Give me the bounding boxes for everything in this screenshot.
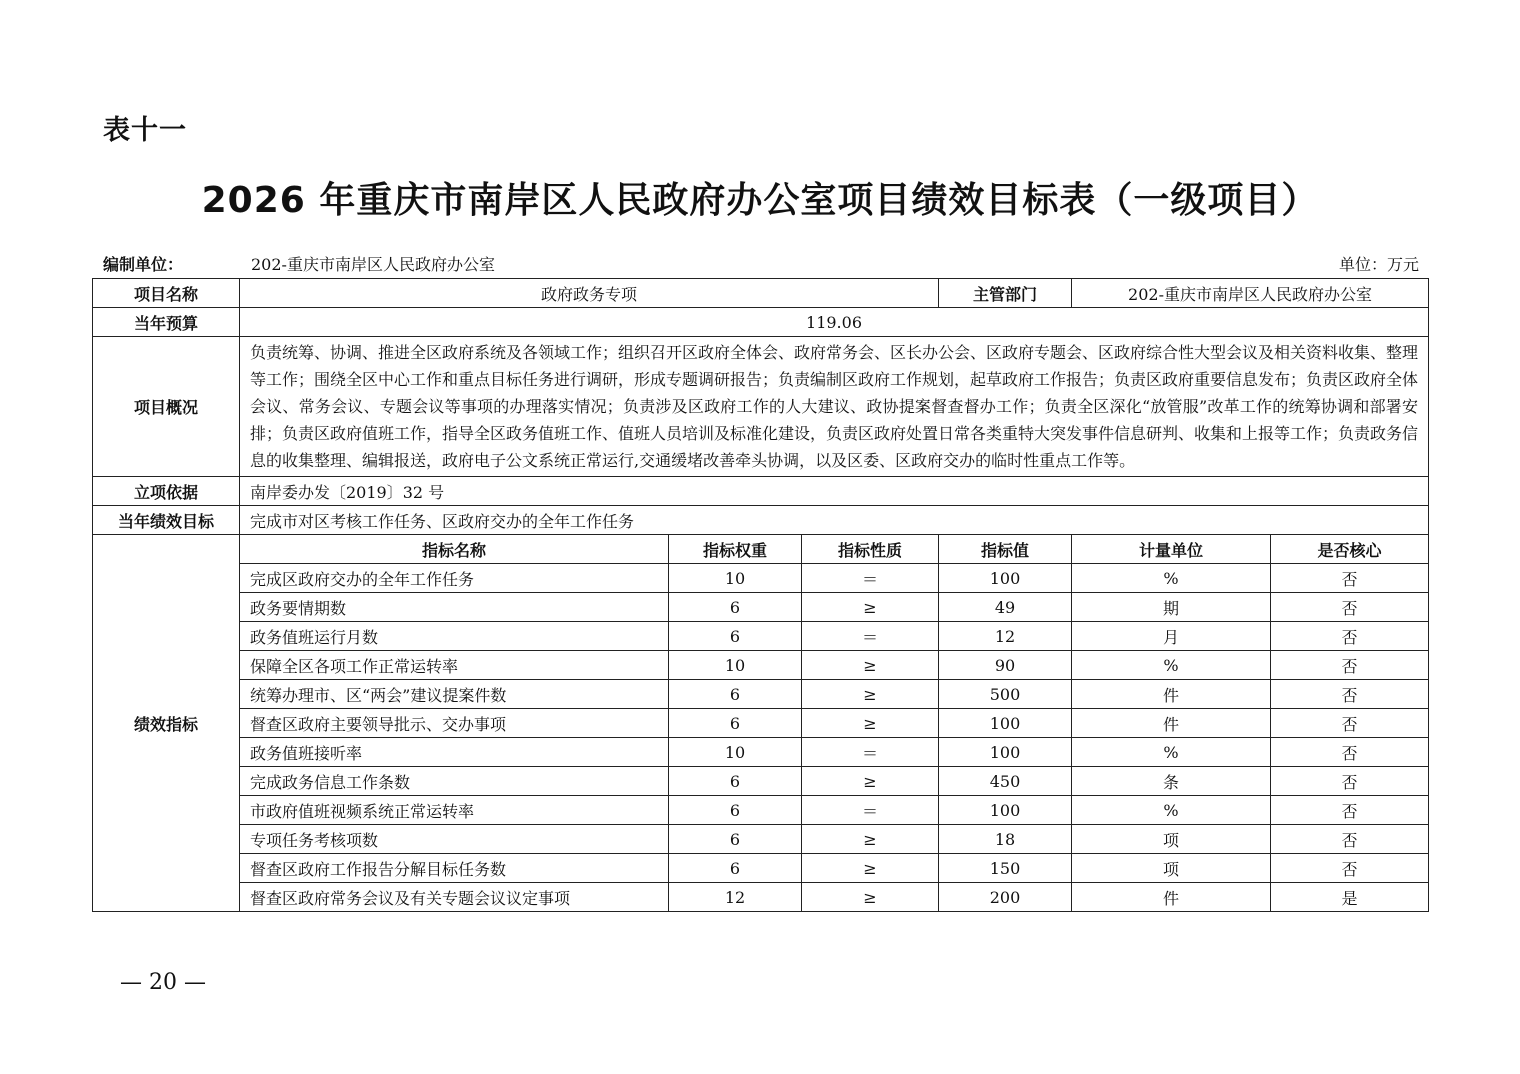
indicator-core-cell: 否 — [1271, 593, 1429, 622]
indicator-name-cell: 市政府值班视频系统正常运转率 — [240, 796, 669, 825]
column-header: 计量单位 — [1072, 535, 1271, 564]
goal-row — [93, 506, 1429, 535]
indicator-weight-cell: 10 — [669, 651, 802, 680]
indicator-nature-cell: ≥ — [802, 651, 939, 680]
indicator-core-cell: 否 — [1271, 796, 1429, 825]
table-row — [93, 738, 1429, 767]
table-row — [93, 883, 1429, 912]
overview-row — [93, 337, 1429, 477]
indicator-unit-cell: 月 — [1072, 622, 1271, 651]
table-label: 表十一 — [103, 115, 187, 146]
indicator-weight-cell: 12 — [669, 883, 802, 912]
indicator-core-cell: 否 — [1271, 680, 1429, 709]
indicator-unit-cell: 件 — [1072, 680, 1271, 709]
indicator-value-cell: 100 — [939, 564, 1072, 593]
indicator-weight-cell: 10 — [669, 738, 802, 767]
indicator-core-cell: 否 — [1271, 767, 1429, 796]
table-row — [93, 825, 1429, 854]
indicator-name-cell: 政务值班运行月数 — [240, 622, 669, 651]
indicator-unit-cell: 期 — [1072, 593, 1271, 622]
overview-label: 项目概况 — [93, 337, 240, 477]
table-row — [93, 651, 1429, 680]
column-header: 是否核心 — [1271, 535, 1429, 564]
indicator-name-cell: 统筹办理市、区“两会”建议提案件数 — [240, 680, 669, 709]
indicator-nature-cell: ≥ — [802, 854, 939, 883]
unit-label: 单位：万元 — [1338, 255, 1419, 274]
indicator-name-cell: 督查区政府工作报告分解目标任务数 — [240, 854, 669, 883]
basis-row — [93, 477, 1429, 506]
indicator-nature-cell: ＝ — [802, 622, 939, 651]
column-header: 指标性质 — [802, 535, 939, 564]
indicator-nature-cell: ＝ — [802, 564, 939, 593]
project-name-value: 政府政务专项 — [240, 279, 939, 308]
table-row — [93, 796, 1429, 825]
table-row — [93, 622, 1429, 651]
indicator-core-cell: 否 — [1271, 738, 1429, 767]
indicator-weight-cell: 6 — [669, 796, 802, 825]
indicator-nature-cell: ＝ — [802, 796, 939, 825]
column-header: 指标权重 — [669, 535, 802, 564]
indicator-header-row — [93, 535, 1429, 564]
indicator-unit-cell: 件 — [1072, 709, 1271, 738]
indicator-value-cell: 100 — [939, 796, 1072, 825]
indicator-section-label: 绩效指标 — [93, 535, 240, 912]
indicator-nature-cell: ≥ — [802, 709, 939, 738]
org-label: 编制单位： — [103, 255, 184, 274]
indicator-name-cell: 专项任务考核项数 — [240, 825, 669, 854]
budget-row — [93, 308, 1429, 337]
column-header: 指标名称 — [240, 535, 669, 564]
indicator-core-cell: 是 — [1271, 883, 1429, 912]
indicator-name-cell: 完成政务信息工作条数 — [240, 767, 669, 796]
indicator-unit-cell: 项 — [1072, 854, 1271, 883]
indicator-nature-cell: ≥ — [802, 680, 939, 709]
indicator-unit-cell: % — [1072, 796, 1271, 825]
indicator-value-cell: 500 — [939, 680, 1072, 709]
indicator-value-cell: 150 — [939, 854, 1072, 883]
column-header: 指标值 — [939, 535, 1072, 564]
indicator-name-cell: 政务值班接听率 — [240, 738, 669, 767]
indicator-nature-cell: ≥ — [802, 825, 939, 854]
indicator-unit-cell: 条 — [1072, 767, 1271, 796]
performance-table — [92, 278, 1429, 912]
indicator-core-cell: 否 — [1271, 564, 1429, 593]
document-title: 2026 年重庆市南岸区人民政府办公室项目绩效目标表（一级项目） — [201, 180, 1319, 221]
project-name-label: 项目名称 — [93, 279, 240, 308]
indicator-weight-cell: 6 — [669, 825, 802, 854]
org-value: 202-重庆市南岸区人民政府办公室 — [251, 255, 495, 274]
indicator-weight-cell: 6 — [669, 680, 802, 709]
indicator-weight-cell: 6 — [669, 709, 802, 738]
meta-row — [103, 252, 1419, 276]
table-row — [93, 680, 1429, 709]
goal-label: 当年绩效目标 — [93, 506, 240, 535]
indicator-core-cell: 否 — [1271, 651, 1429, 680]
page-number: — 20 — — [120, 970, 206, 995]
indicator-nature-cell: ≥ — [802, 767, 939, 796]
indicator-unit-cell: % — [1072, 564, 1271, 593]
budget-label: 当年预算 — [93, 308, 240, 337]
basis-value: 南岸委办发〔2019〕32 号 — [240, 477, 1429, 506]
indicator-weight-cell: 10 — [669, 564, 802, 593]
indicator-nature-cell: ≥ — [802, 593, 939, 622]
indicator-value-cell: 100 — [939, 738, 1072, 767]
indicator-value-cell: 90 — [939, 651, 1072, 680]
indicator-core-cell: 否 — [1271, 854, 1429, 883]
indicator-weight-cell: 6 — [669, 854, 802, 883]
budget-value: 119.06 — [240, 308, 1429, 337]
indicator-value-cell: 100 — [939, 709, 1072, 738]
indicator-value-cell: 49 — [939, 593, 1072, 622]
overview-value: 负责统筹、协调、推进全区政府系统及各领域工作；组织召开区政府全体会、政府常务会、区长办公会、区政府专题会、区政府综合性大型会议及相关资料收集、整理等工作；围绕全区中心工作和重点目标任务进行调研，形成专题调研报告；负责编制区政府工作规划，起草政府工作报告；负责区政府重要信息发布；负责区政府全体会议、常务会议、专题会议等事项的办理落实情况；负责涉及区政府工作的人大建议、政协提案督查督办工作；负责全区深化“放管服”改革工作的统筹协调和部署安排；负责区政府值班工作，指导全区政务值班工作、值班人员培训及标准化建设，负责区政府处置日常各类重特大突发事件信息研判、收集和上报等工作；负责政务信息的收集整理、编辑报送，政府电子公文系统正常运行,交通缓堵改善牵头协调，以及区委、区政府交办的临时性重点工作等。 — [240, 337, 1429, 477]
indicator-core-cell: 否 — [1271, 622, 1429, 651]
indicator-value-cell: 12 — [939, 622, 1072, 651]
dept-label: 主管部门 — [939, 279, 1072, 308]
indicator-value-cell: 18 — [939, 825, 1072, 854]
table-row — [93, 593, 1429, 622]
indicator-unit-cell: % — [1072, 738, 1271, 767]
indicator-name-cell: 督查区政府常务会议及有关专题会议议定事项 — [240, 883, 669, 912]
indicator-name-cell: 督查区政府主要领导批示、交办事项 — [240, 709, 669, 738]
indicator-unit-cell: 件 — [1072, 883, 1271, 912]
indicator-weight-cell: 6 — [669, 622, 802, 651]
indicator-unit-cell: % — [1072, 651, 1271, 680]
indicator-core-cell: 否 — [1271, 825, 1429, 854]
goal-value: 完成市对区考核工作任务、区政府交办的全年工作任务 — [240, 506, 1429, 535]
indicator-value-cell: 450 — [939, 767, 1072, 796]
table-row — [93, 564, 1429, 593]
indicator-weight-cell: 6 — [669, 593, 802, 622]
table-row — [93, 854, 1429, 883]
dept-value: 202-重庆市南岸区人民政府办公室 — [1072, 279, 1429, 308]
indicator-name-cell: 保障全区各项工作正常运转率 — [240, 651, 669, 680]
basis-label: 立项依据 — [93, 477, 240, 506]
indicator-name-cell: 政务要情期数 — [240, 593, 669, 622]
indicator-weight-cell: 6 — [669, 767, 802, 796]
indicator-value-cell: 200 — [939, 883, 1072, 912]
table-row — [93, 709, 1429, 738]
indicator-unit-cell: 项 — [1072, 825, 1271, 854]
indicator-nature-cell: ＝ — [802, 738, 939, 767]
indicator-core-cell: 否 — [1271, 709, 1429, 738]
table-row — [93, 767, 1429, 796]
project-name-row — [93, 279, 1429, 308]
indicator-nature-cell: ≥ — [802, 883, 939, 912]
indicator-name-cell: 完成区政府交办的全年工作任务 — [240, 564, 669, 593]
